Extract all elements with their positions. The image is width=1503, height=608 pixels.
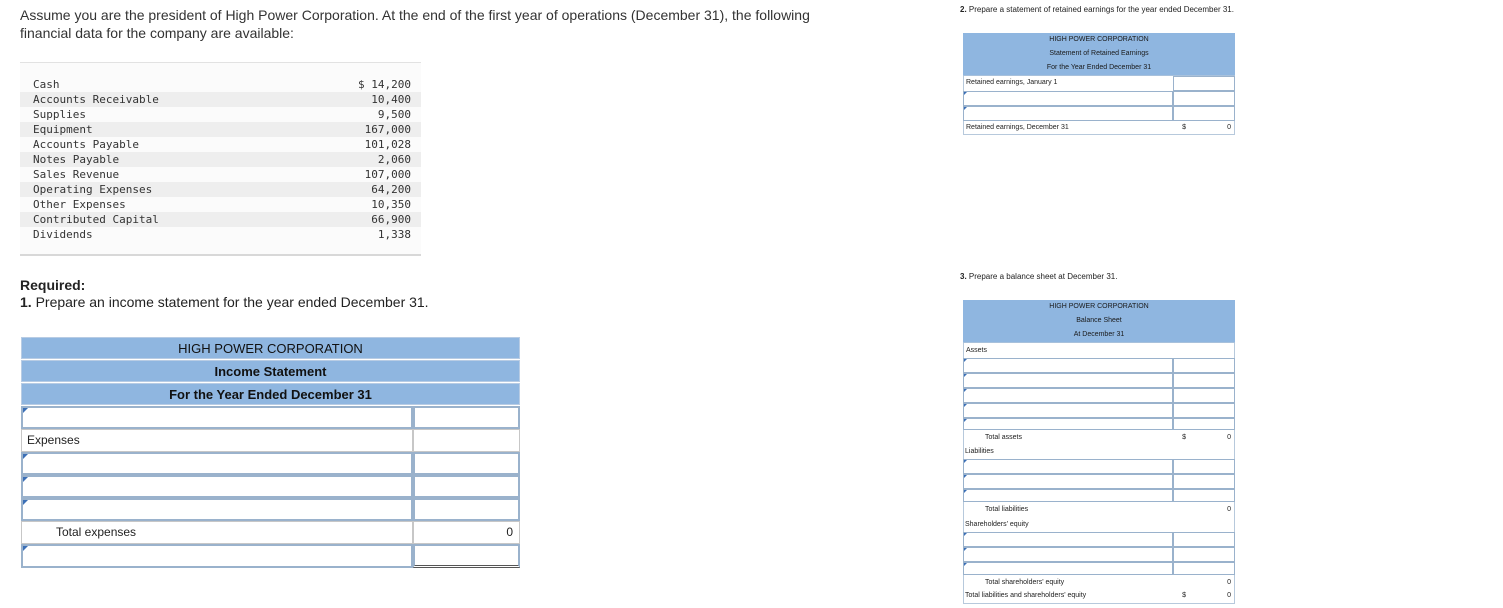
balance-sheet — [963, 300, 1235, 604]
is-company-header: HIGH POWER CORPORATION — [21, 337, 520, 359]
bs-total-liabilities-label: Total liabilities — [985, 506, 1029, 513]
bs-total-assets-dollar: $ — [1182, 434, 1186, 441]
is-period-header: For the Year Ended December 31 — [21, 383, 520, 405]
bs-liability-amount-input-3[interactable] — [1173, 489, 1235, 502]
financial-data-value: 167,000 — [364, 123, 411, 136]
bs-title-header: Balance Sheet — [963, 314, 1235, 329]
question-3-text: Prepare a balance sheet at December 31. — [968, 272, 1118, 281]
bs-asset-label-input-1[interactable] — [963, 358, 1173, 373]
dropdown-marker-icon — [23, 477, 28, 482]
financial-data-row — [20, 212, 421, 227]
bs-total-le-label: Total liabilities and shareholders' equity — [965, 592, 1087, 599]
financial-data-row — [20, 182, 421, 197]
bs-equity-label: Shareholders' equity — [965, 521, 1029, 528]
is-title-header: Income Statement — [21, 360, 520, 382]
bs-total-le-dollar: $ — [1182, 592, 1186, 599]
bs-equity-amount-input-1[interactable] — [1173, 532, 1235, 547]
dropdown-marker-icon — [23, 454, 28, 459]
bs-asset-label-input-2[interactable] — [963, 373, 1173, 388]
financial-data-label: Equipment — [33, 123, 93, 136]
bs-total-equity-label: Total shareholders' equity — [985, 579, 1065, 586]
dropdown-marker-icon — [964, 490, 967, 493]
financial-data-row — [20, 77, 421, 92]
question-2-text: Prepare a statement of retained earnings for the year ended December 31. — [968, 5, 1234, 14]
financial-data-row — [20, 107, 421, 122]
is-expenses-label: Expenses — [21, 429, 413, 452]
dropdown-marker-icon — [964, 389, 967, 392]
financial-data-value: 64,200 — [371, 183, 411, 196]
bs-assets-label: Assets — [966, 347, 988, 354]
bs-asset-label-input-5[interactable] — [963, 418, 1173, 430]
is-expense-label-input-1[interactable] — [21, 452, 413, 475]
financial-data-label: Notes Payable — [33, 153, 120, 166]
problem-intro — [20, 6, 920, 42]
financial-data-row — [20, 167, 421, 182]
re-december-dollar: $ — [1182, 124, 1186, 131]
bs-asset-label-input-4[interactable] — [963, 403, 1173, 418]
bs-liability-label-input-2[interactable] — [963, 474, 1173, 489]
re-january-label: Retained earnings, January 1 — [966, 79, 1058, 86]
bs-asset-label-input-3[interactable] — [963, 388, 1173, 403]
dropdown-marker-icon — [964, 92, 967, 95]
financial-data-value: $ 14,200 — [358, 78, 411, 91]
is-expense-amount-input-2[interactable] — [413, 475, 520, 498]
bs-equity-amount-input-3[interactable] — [1173, 562, 1235, 575]
income-statement — [21, 337, 520, 568]
intro-line-1: Assume you are the president of High Power Corporation. At the end of the first year of operations (December 31), the following — [20, 7, 810, 23]
is-expense-label-input-2[interactable] — [21, 475, 413, 498]
financial-data-value: 9,500 — [377, 108, 411, 121]
financial-data-label: Other Expenses — [33, 198, 126, 211]
bs-period-header: At December 31 — [963, 328, 1235, 343]
financial-data-label: Contributed Capital — [33, 213, 159, 226]
bs-asset-amount-input-3[interactable] — [1173, 388, 1235, 403]
bs-liabilities-label: Liabilities — [965, 448, 994, 455]
bs-company-header: HIGH POWER CORPORATION — [963, 300, 1235, 315]
financial-data-value: 107,000 — [364, 168, 411, 181]
question-3 — [960, 272, 1117, 281]
financial-data-row — [20, 122, 421, 137]
is-expense-amount-input-3[interactable] — [413, 498, 520, 521]
bs-liability-label-input-3[interactable] — [963, 489, 1173, 502]
financial-data-value: 1,338 — [377, 228, 411, 241]
financial-data-value: 10,350 — [371, 198, 411, 211]
re-period-header: For the Year Ended December 31 — [963, 61, 1235, 76]
is-total-expenses-value: 0 — [413, 521, 520, 544]
dropdown-marker-icon — [964, 475, 967, 478]
bs-total-le-value: 0 — [1227, 592, 1231, 599]
bs-asset-amount-input-2[interactable] — [1173, 373, 1235, 388]
financial-data-row — [20, 92, 421, 107]
financial-data-value: 2,060 — [377, 153, 411, 166]
dropdown-marker-icon — [964, 548, 967, 551]
bs-total-assets-value: 0 — [1227, 434, 1231, 441]
financial-data-row — [20, 152, 421, 167]
re-line-amount-input-2[interactable] — [1173, 106, 1235, 121]
financial-data-label: Sales Revenue — [33, 168, 120, 181]
is-expense-amount-input-1[interactable] — [413, 452, 520, 475]
bs-total-liabilities-value: 0 — [1227, 506, 1231, 513]
bs-equity-label-input-1[interactable] — [963, 532, 1173, 547]
re-december-value: 0 — [1227, 124, 1231, 131]
dropdown-marker-icon — [964, 563, 967, 566]
retained-earnings-statement — [963, 33, 1235, 135]
bs-equity-label-input-2[interactable] — [963, 547, 1173, 562]
bs-total-equity-value: 0 — [1227, 579, 1231, 586]
is-revenue-amount-input[interactable] — [413, 406, 520, 429]
question-2-number: 2. — [960, 5, 967, 14]
financial-data-label: Dividends — [33, 228, 93, 241]
dropdown-marker-icon — [23, 408, 28, 413]
financial-data-table — [20, 62, 421, 256]
intro-line-2: financial data for the company are available: — [20, 25, 294, 41]
re-line-amount-input-1[interactable] — [1173, 91, 1235, 106]
financial-data-label: Accounts Payable — [33, 138, 139, 151]
re-line-label-input-1[interactable] — [963, 91, 1173, 106]
financial-data-label: Accounts Receivable — [33, 93, 159, 106]
dropdown-marker-icon — [23, 546, 28, 551]
question-1-text: Prepare an income statement for the year ended December 31. — [35, 294, 429, 310]
re-title-header: Statement of Retained Earnings — [963, 47, 1235, 62]
dropdown-marker-icon — [964, 374, 967, 377]
bs-asset-amount-input-1[interactable] — [1173, 358, 1235, 373]
re-january-amount-input[interactable] — [1173, 76, 1235, 91]
financial-data-label: Cash — [33, 78, 60, 91]
re-december-label: Retained earnings, December 31 — [966, 124, 1069, 131]
bs-total-assets-label: Total assets — [985, 434, 1022, 441]
question-1-number: 1. — [20, 294, 32, 310]
financial-data-value: 10,400 — [371, 93, 411, 106]
financial-data-row — [20, 227, 421, 242]
bs-equity-label-input-3[interactable] — [963, 562, 1173, 575]
financial-data-label: Operating Expenses — [33, 183, 153, 196]
bs-liability-amount-input-2[interactable] — [1173, 474, 1235, 489]
question-3-number: 3. — [960, 272, 967, 281]
dropdown-marker-icon — [964, 419, 967, 422]
is-net-income-amount-input[interactable] — [413, 544, 520, 568]
is-expense-label-input-3[interactable] — [21, 498, 413, 521]
financial-data-label: Supplies — [33, 108, 86, 121]
is-net-income-label-input[interactable] — [21, 544, 413, 568]
required-heading: Required: — [20, 277, 86, 293]
question-1 — [20, 294, 429, 310]
bs-liability-label-input-1[interactable] — [963, 459, 1173, 474]
dropdown-marker-icon — [964, 460, 967, 463]
bs-equity-amount-input-2[interactable] — [1173, 547, 1235, 562]
financial-data-value: 101,028 — [364, 138, 411, 151]
dropdown-marker-icon — [964, 107, 967, 110]
is-expenses-blank — [413, 429, 520, 452]
dropdown-marker-icon — [964, 404, 967, 407]
re-line-label-input-2[interactable] — [963, 106, 1173, 121]
bs-asset-amount-input-4[interactable] — [1173, 403, 1235, 418]
bs-liability-amount-input-1[interactable] — [1173, 459, 1235, 474]
dropdown-marker-icon — [23, 500, 28, 505]
financial-data-row — [20, 197, 421, 212]
bs-asset-amount-input-5[interactable] — [1173, 418, 1235, 430]
is-total-expenses-label: Total expenses — [21, 521, 413, 544]
question-2 — [960, 5, 1234, 14]
dropdown-marker-icon — [964, 533, 967, 536]
financial-data-row — [20, 137, 421, 152]
is-revenue-label-input[interactable] — [21, 406, 413, 429]
dropdown-marker-icon — [964, 359, 967, 362]
financial-data-value: 66,900 — [371, 213, 411, 226]
re-company-header: HIGH POWER CORPORATION — [963, 33, 1235, 48]
